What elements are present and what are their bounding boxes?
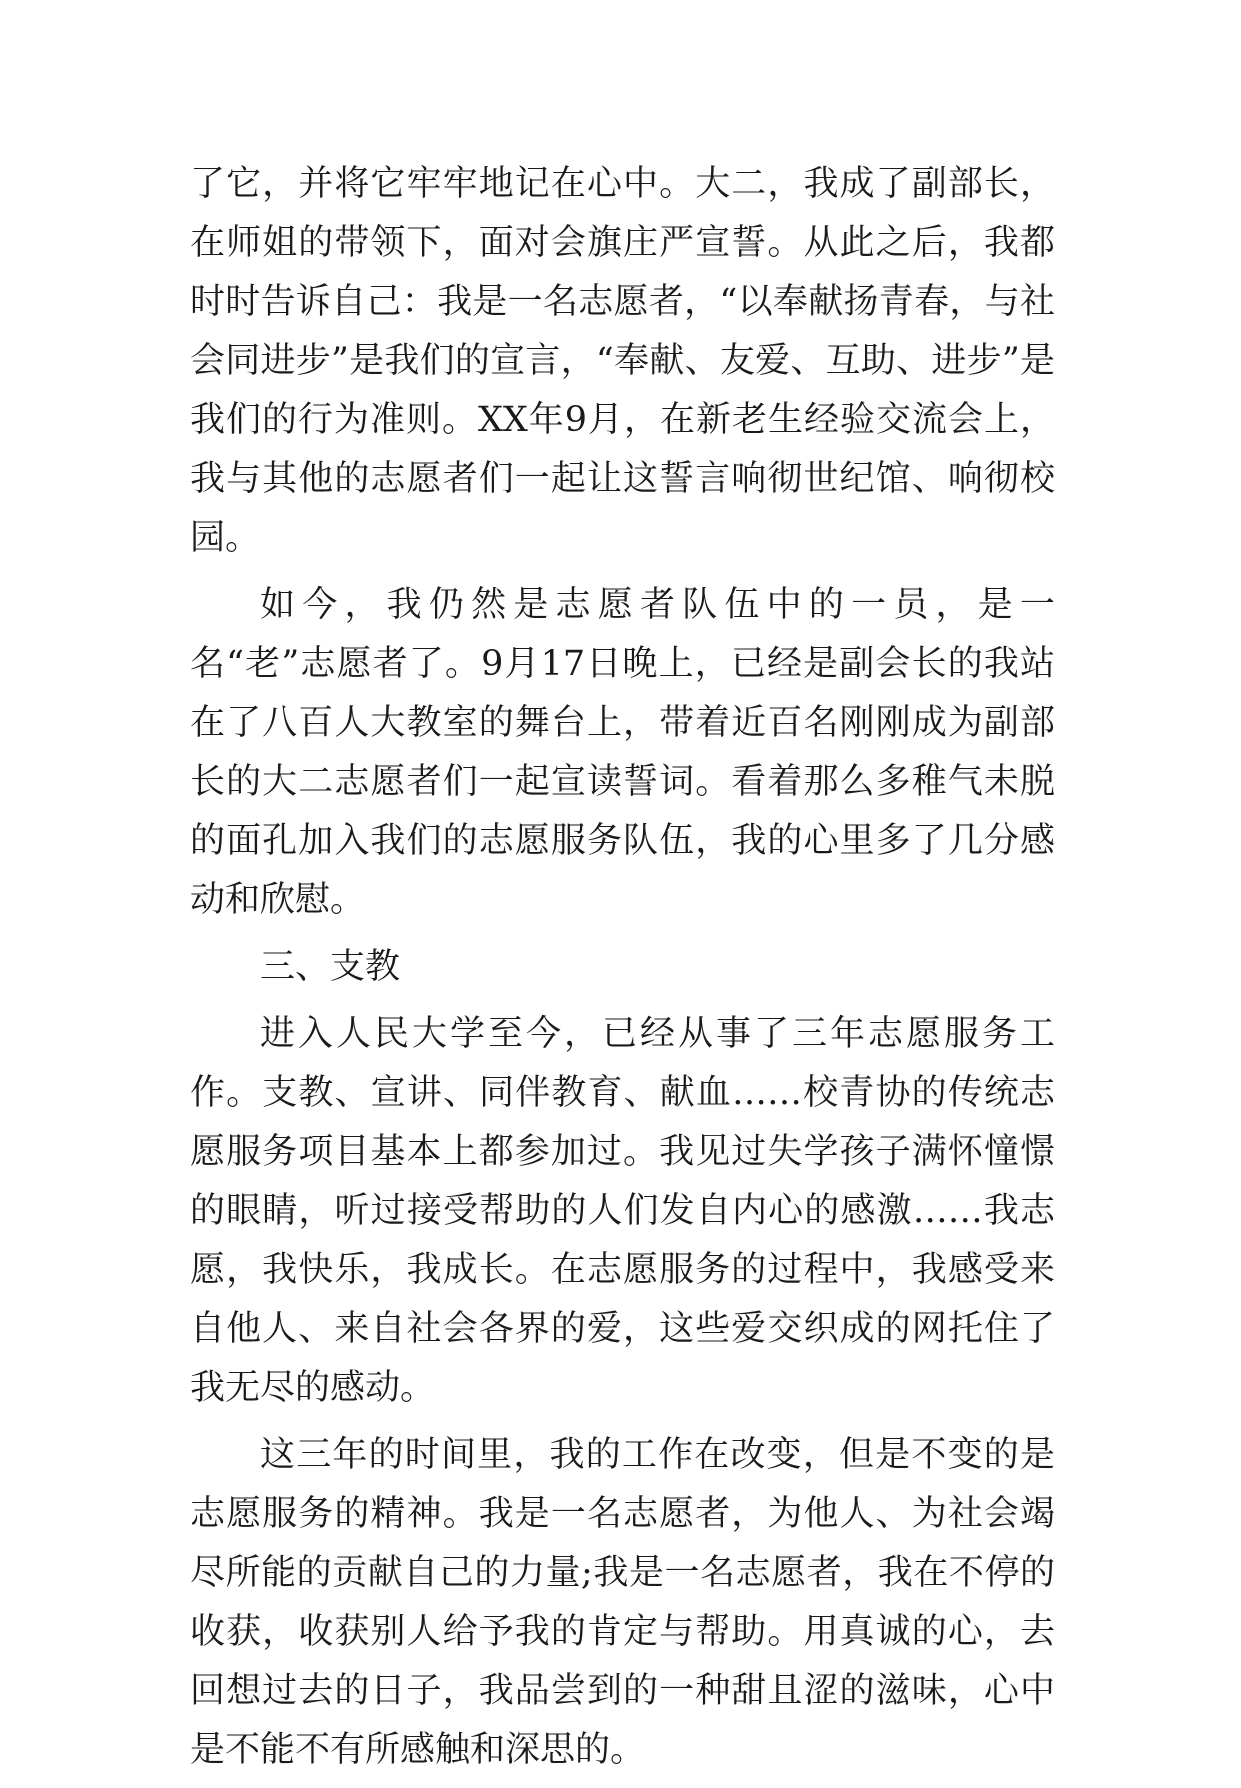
paragraph-reflection: 这三年的时间里，我的工作在改变，但是不变的是志愿服务的精神。我是一名志愿者，为他人、为社会竭尽所能的贡献自己的力量;我是一名志愿者，我在不停的收获，收获别人给予我的肯定与帮助。用真诚的心，去回想过去的日子，我品尝到的一种甜且涩的滋味，心中是不能不有所感触和深思的。	[190, 1435, 1055, 1770]
section-heading-teaching: 三、支教	[260, 947, 401, 987]
paragraph-service-experience: 进入人民大学至今，已经从事了三年志愿服务工作。支教、宣讲、同伴教育、献血……校青协的传统志愿服务项目基本上都参加过。我见过失学孩子满怀憧憬的眼睛，听过接受帮助的人们发自内心的感激……我志愿，我快乐，我成长。在志愿服务的过程中，我感受来自他人、来自社会各界的爱，这些爱交织成的网托住了我无尽的感动。	[190, 1014, 1055, 1408]
document-body	[190, 155, 1055, 1788]
paragraph-continuation: 了它，并将它牢牢地记在心中。大二，我成了副部长，在师姐的带领下，面对会旗庄严宣誓。从此之后，我都时时告诉自己：我是一名志愿者，“以奉献扬青春，与社会同进步”是我们的宣言，“奉献、友爱、互助、进步”是我们的行为准则。XX年9月，在新老生经验交流会上，我与其他的志愿者们一起让这誓言响彻世纪馆、响彻校园。	[190, 164, 1055, 558]
paragraph-current-role: 如今，我仍然是志愿者队伍中的一员，是一名“老”志愿者了。9月17日晚上，已经是副会长的我站在了八百人大教室的舞台上，带着近百名刚刚成为副部长的大二志愿者们一起宣读誓词。看着那么多稚气未脱的面孔加入我们的志愿服务队伍，我的心里多了几分感动和欣慰。	[190, 585, 1055, 920]
